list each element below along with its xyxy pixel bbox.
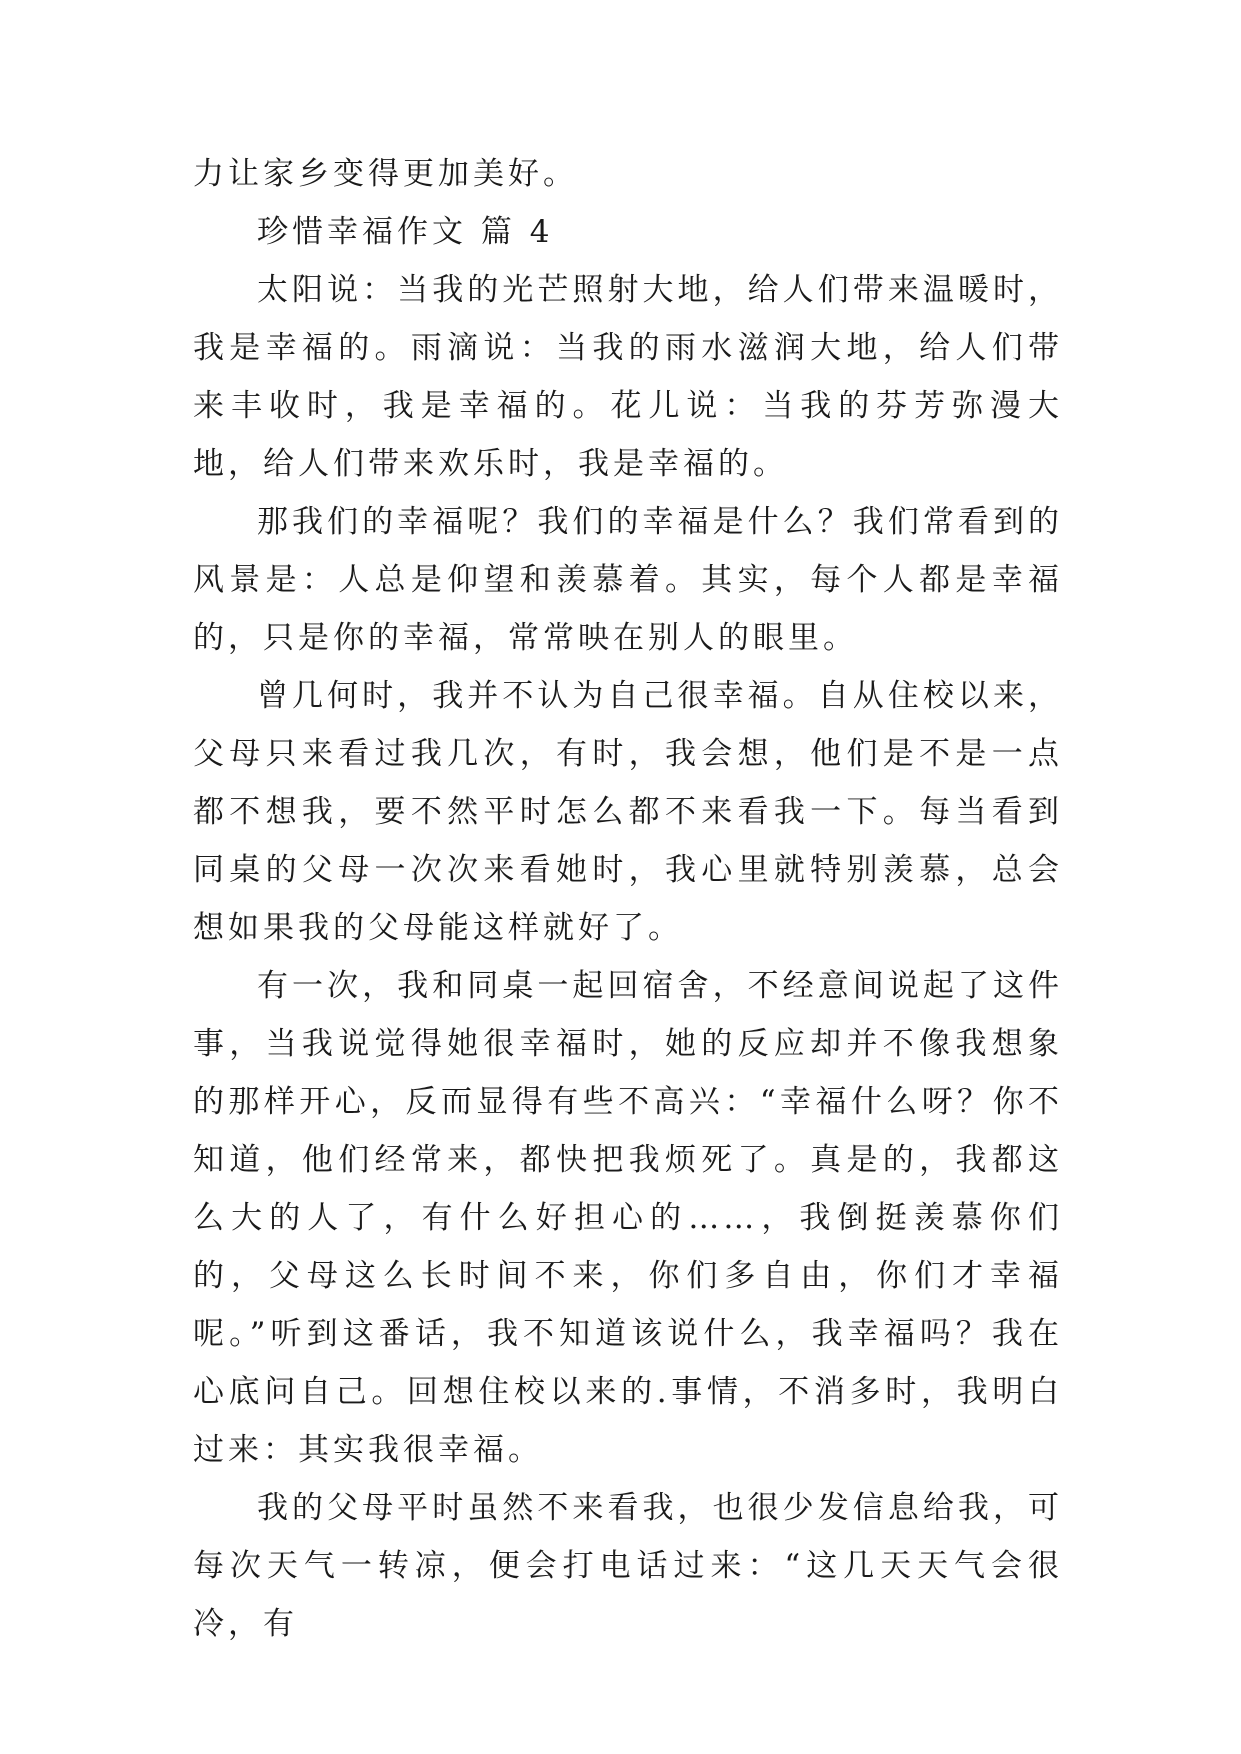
body-paragraph: 曾几何时，我并不认为自己很幸福。自从住校以来，父母只来看过我几次，有时，我会想，他们是不是一点都不想我，要不然平时怎么都不来看我一下。每当看到同桌的父母一次次来看她时，我心里就特别羡慕，总会想如果我的父母能这样就好了。 [193, 678, 1063, 946]
body-paragraph: 我的父母平时虽然不来看我，也很少发信息给我，可每次天气一转凉，便会打电话过来：“这几天天气会很冷，有 [193, 1490, 1063, 1642]
body-paragraph: 有一次，我和同桌一起回宿舍，不经意间说起了这件事，当我说觉得她很幸福时，她的反应却并不像我想象的那样开心，反而显得有些不高兴：“幸福什么呀？你不知道，他们经常来，都快把我烦死了。真是的，我都这么大的人了，有什么好担心的……，我倒挺羡慕你们的，父母这么长时间不来，你们多自由，你们才幸福呢。”听到这番话，我不知道该说什么，我幸福吗？我在心底问自己。回想住校以来的.事情，不消多时，我明白过来：其实我很幸福。 [193, 968, 1063, 1468]
body-paragraph: 那我们的幸福呢？我们的幸福是什么？我们常看到的风景是：人总是仰望和羡慕着。其实，每个人都是幸福的，只是你的幸福，常常映在别人的眼里。 [193, 504, 1063, 656]
body-paragraph: 太阳说：当我的光芒照射大地，给人们带来温暖时，我是幸福的。雨滴说：当我的雨水滋润大地，给人们带来丰收时，我是幸福的。花儿说：当我的芬芳弥漫大地，给人们带来欢乐时，我是幸福的。 [193, 272, 1063, 482]
document-page [193, 145, 1063, 1653]
essay-heading: 珍惜幸福作文 篇 4 [257, 214, 554, 250]
continuation-paragraph: 力让家乡变得更加美好。 [193, 156, 578, 192]
